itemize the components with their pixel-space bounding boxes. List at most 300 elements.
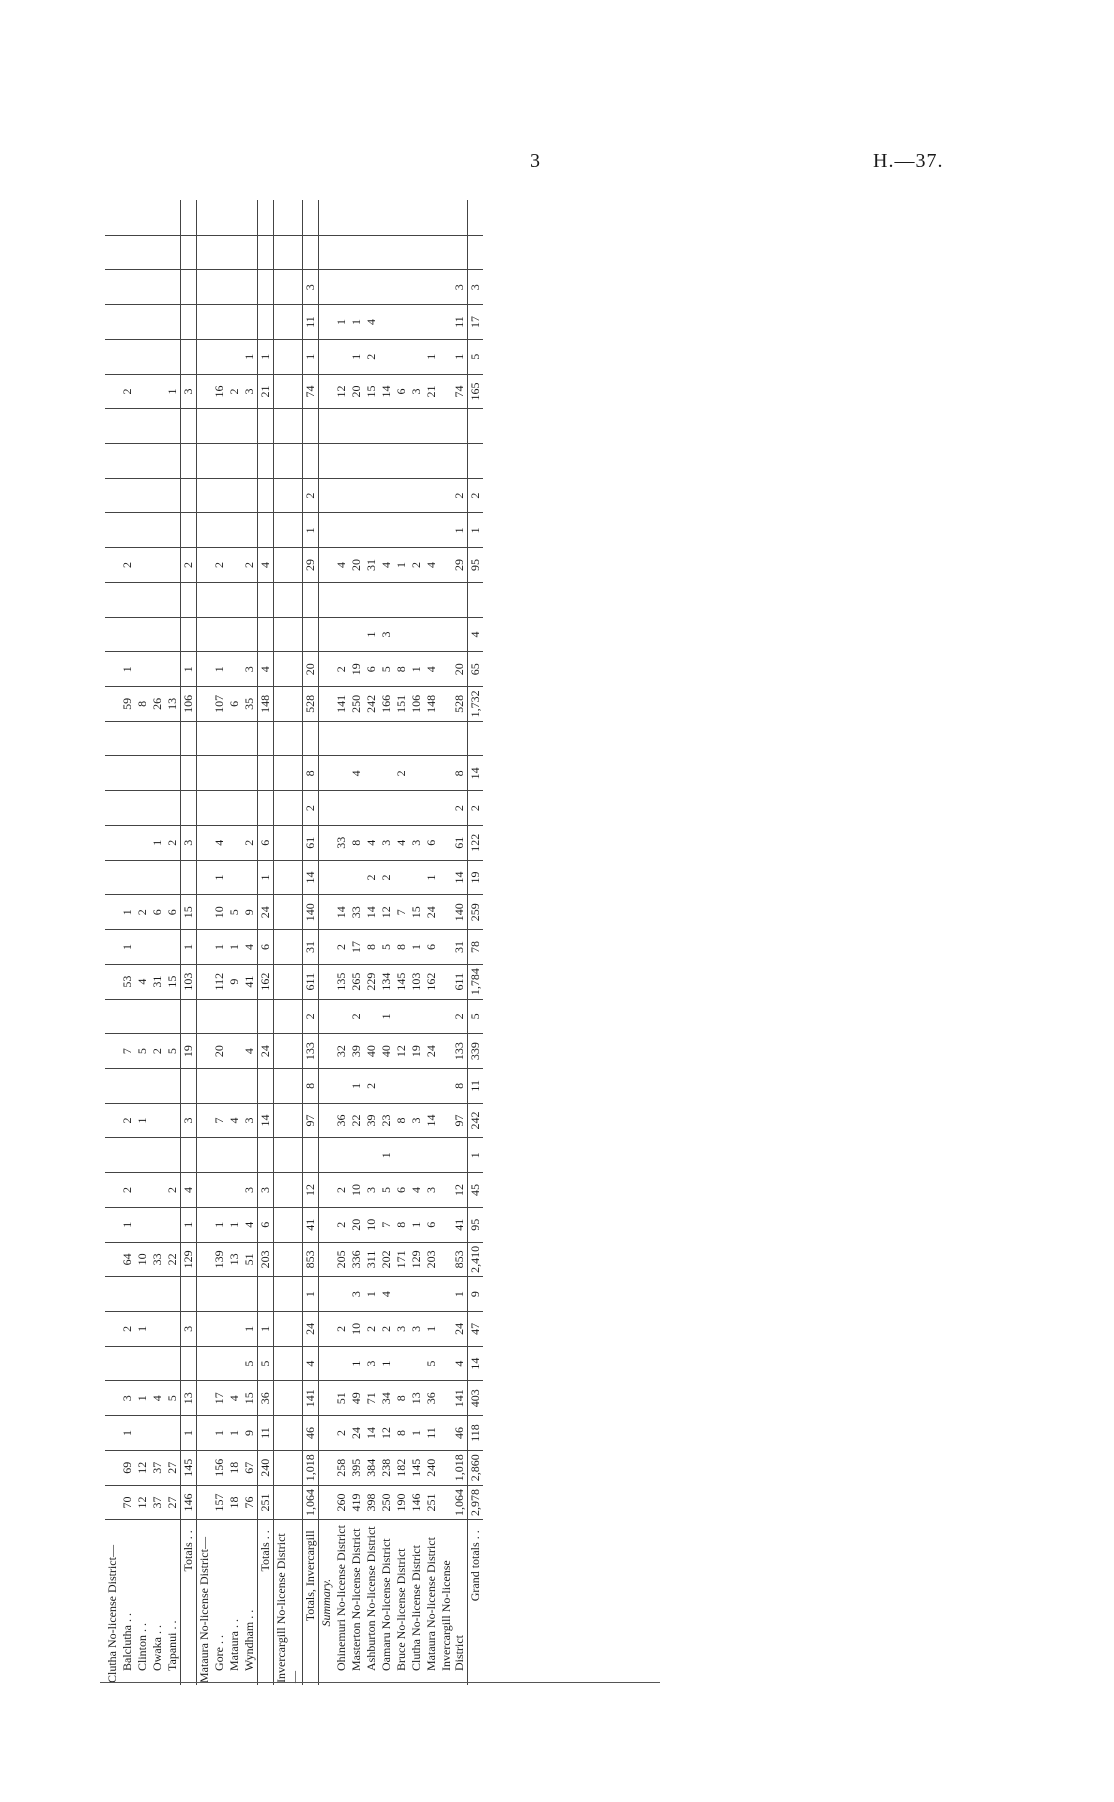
table-cell	[242, 235, 258, 270]
table-cell	[319, 1311, 335, 1346]
table-cell	[274, 999, 303, 1034]
table-cell: 1	[409, 652, 424, 687]
table-row	[439, 200, 468, 1685]
table-cell: 22	[349, 1103, 364, 1138]
table-cell: 8	[303, 1068, 319, 1103]
table-cell	[349, 409, 364, 444]
table-cell: 59	[120, 687, 135, 722]
table-cell: 106	[181, 687, 197, 722]
table-cell	[197, 1173, 213, 1208]
table-cell: 238	[379, 1450, 394, 1485]
table-cell: 3	[468, 270, 484, 305]
table-cell: 2	[303, 791, 319, 826]
table-cell	[105, 478, 120, 513]
table-cell: 156	[212, 1450, 227, 1485]
table-cell	[105, 374, 120, 409]
table-cell	[274, 235, 303, 270]
table-cell	[319, 548, 335, 583]
table-cell: 20	[349, 548, 364, 583]
table-cell: 2	[379, 1311, 394, 1346]
table-cell	[120, 1277, 135, 1312]
table-cell: 1	[439, 339, 468, 374]
table-cell: 11	[468, 1068, 484, 1103]
table-cell	[197, 1034, 213, 1069]
table-cell: 2	[303, 999, 319, 1034]
table-cell: 5	[379, 652, 394, 687]
table-cell: 24	[258, 895, 274, 930]
table-cell	[319, 1277, 335, 1312]
table-cell: 134	[379, 964, 394, 999]
table-cell	[135, 1416, 150, 1451]
table-cell	[319, 687, 335, 722]
table-cell: 240	[258, 1450, 274, 1485]
table-cell	[424, 235, 439, 270]
table-cell: 141	[303, 1381, 319, 1416]
table-cell	[212, 1068, 227, 1103]
table-cell	[227, 1346, 242, 1381]
table-cell: 2	[468, 478, 484, 513]
table-cell: 2	[334, 1311, 349, 1346]
table-cell: 51	[242, 1242, 258, 1277]
table-cell	[274, 339, 303, 374]
table-cell	[303, 409, 319, 444]
table-cell	[394, 200, 409, 235]
table-cell: 398	[364, 1485, 379, 1520]
table-cell	[409, 409, 424, 444]
table-cell	[120, 200, 135, 235]
table-cell	[197, 1381, 213, 1416]
table-cell: 15	[409, 895, 424, 930]
table-cell	[165, 652, 181, 687]
table-cell	[105, 1138, 120, 1173]
table-cell	[394, 582, 409, 617]
table-cell	[197, 444, 213, 479]
table-cell: 4	[364, 305, 379, 340]
table-cell: 12	[135, 1485, 150, 1520]
table-cell: 12	[334, 374, 349, 409]
table-cell	[197, 582, 213, 617]
table-row	[379, 200, 394, 1685]
table-cell	[197, 1311, 213, 1346]
table-cell	[105, 756, 120, 791]
table-cell	[274, 652, 303, 687]
table-cell	[409, 582, 424, 617]
table-cell	[105, 1485, 120, 1520]
table-cell	[197, 200, 213, 235]
table-cell	[197, 374, 213, 409]
table-cell	[197, 478, 213, 513]
table-cell: 41	[242, 964, 258, 999]
table-cell	[258, 756, 274, 791]
table-cell	[212, 791, 227, 826]
table-cell	[135, 235, 150, 270]
table-cell	[258, 270, 274, 305]
table-cell: 148	[258, 687, 274, 722]
table-cell: 6	[227, 687, 242, 722]
table-cell	[212, 1173, 227, 1208]
table-cell	[242, 582, 258, 617]
table-cell	[105, 305, 120, 340]
table-cell	[258, 617, 274, 652]
table-cell: 1	[394, 548, 409, 583]
table-cell	[197, 721, 213, 756]
table-cell: 12	[439, 1173, 468, 1208]
table-cell	[197, 339, 213, 374]
table-cell	[135, 478, 150, 513]
table-cell: 12	[303, 1173, 319, 1208]
table-cell: 203	[258, 1242, 274, 1277]
table-cell	[424, 756, 439, 791]
table-cell: 29	[439, 548, 468, 583]
table-cell: 47	[468, 1311, 484, 1346]
table-cell: 259	[468, 895, 484, 930]
table-cell	[319, 895, 335, 930]
table-cell: 1	[227, 930, 242, 965]
table-cell: 40	[364, 1034, 379, 1069]
table-cell: 3	[439, 270, 468, 305]
table-cell	[105, 617, 120, 652]
table-cell: 11	[303, 305, 319, 340]
table-cell	[424, 1138, 439, 1173]
table-cell: 4	[258, 652, 274, 687]
table-cell	[150, 791, 165, 826]
table-cell	[468, 409, 484, 444]
table-cell	[197, 791, 213, 826]
table-cell	[242, 721, 258, 756]
table-cell	[349, 200, 364, 235]
table-cell	[150, 1207, 165, 1242]
table-cell: 12	[135, 1450, 150, 1485]
table-cell	[212, 1346, 227, 1381]
table-cell	[274, 930, 303, 965]
table-cell: 1	[242, 339, 258, 374]
table-cell	[409, 860, 424, 895]
table-cell: 5	[379, 1173, 394, 1208]
table-cell: 229	[364, 964, 379, 999]
table-cell	[120, 721, 135, 756]
table-cell: 10	[349, 1311, 364, 1346]
table-cell	[468, 582, 484, 617]
table-cell	[181, 339, 197, 374]
table-cell: 260	[334, 1485, 349, 1520]
table-cell: 11	[439, 305, 468, 340]
table-cell	[212, 305, 227, 340]
table-cell: 1	[242, 1311, 258, 1346]
table-cell	[165, 1416, 181, 1451]
table-cell	[424, 409, 439, 444]
table-cell	[165, 721, 181, 756]
table-cell	[349, 1138, 364, 1173]
table-cell: 14	[303, 860, 319, 895]
table-cell: 29	[303, 548, 319, 583]
table-cell	[319, 756, 335, 791]
table-cell: 3	[242, 1103, 258, 1138]
table-cell	[105, 652, 120, 687]
table-cell: 151	[394, 687, 409, 722]
table-cell: 2	[439, 791, 468, 826]
table-cell	[165, 1311, 181, 1346]
table-cell: 6	[150, 895, 165, 930]
table-cell	[212, 270, 227, 305]
table-cell	[319, 721, 335, 756]
table-cell	[274, 687, 303, 722]
row-label: Oamaru No-license District	[379, 1538, 393, 1671]
table-cell: 3	[303, 270, 319, 305]
table-cell	[319, 582, 335, 617]
table-cell	[181, 270, 197, 305]
table-cell	[181, 513, 197, 548]
table-cell: 74	[439, 374, 468, 409]
table-cell	[319, 444, 335, 479]
table-cell: 9	[227, 964, 242, 999]
table-cell	[181, 721, 197, 756]
table-cell	[303, 444, 319, 479]
table-cell	[319, 1068, 335, 1103]
table-cell	[274, 548, 303, 583]
table-cell: 528	[303, 687, 319, 722]
table-cell	[105, 444, 120, 479]
table-cell	[197, 617, 213, 652]
table-cell	[424, 582, 439, 617]
table-cell	[242, 409, 258, 444]
table-cell: 45	[468, 1173, 484, 1208]
table-cell: 19	[409, 1034, 424, 1069]
table-cell	[334, 444, 349, 479]
table-cell	[105, 721, 120, 756]
table-cell	[105, 1381, 120, 1416]
table-cell: 4	[303, 1346, 319, 1381]
table-cell	[227, 478, 242, 513]
table-cell	[424, 513, 439, 548]
table-cell	[197, 270, 213, 305]
table-cell	[227, 305, 242, 340]
table-cell	[150, 1103, 165, 1138]
table-cell	[334, 200, 349, 235]
table-cell	[379, 444, 394, 479]
table-cell: 24	[303, 1311, 319, 1346]
table-cell: 1	[212, 1207, 227, 1242]
table-cell	[349, 721, 364, 756]
table-cell	[120, 409, 135, 444]
table-cell: 36	[424, 1381, 439, 1416]
table-cell	[379, 582, 394, 617]
table-cell	[135, 1346, 150, 1381]
statistics-table-container	[105, 200, 765, 1685]
table-cell: 4	[424, 548, 439, 583]
table-cell: 4	[227, 1103, 242, 1138]
table-cell	[349, 791, 364, 826]
table-cell: 129	[181, 1242, 197, 1277]
table-cell	[165, 235, 181, 270]
table-cell	[181, 409, 197, 444]
table-cell	[120, 582, 135, 617]
table-cell: 8	[439, 756, 468, 791]
table-cell: 2	[303, 478, 319, 513]
table-cell: 2	[120, 548, 135, 583]
row-label: Wyndham . .	[242, 1609, 256, 1671]
table-cell	[227, 825, 242, 860]
table-cell	[334, 721, 349, 756]
table-cell	[468, 200, 484, 235]
table-cell: 2	[242, 825, 258, 860]
table-cell: 1	[135, 1381, 150, 1416]
table-cell	[364, 235, 379, 270]
table-cell: 6	[258, 825, 274, 860]
table-cell	[150, 1311, 165, 1346]
table-cell	[120, 1346, 135, 1381]
table-cell: 2	[364, 1311, 379, 1346]
table-cell	[150, 999, 165, 1034]
table-cell: 4	[181, 1173, 197, 1208]
table-cell	[334, 1277, 349, 1312]
table-cell	[424, 444, 439, 479]
table-cell	[274, 1173, 303, 1208]
table-cell: 339	[468, 1034, 484, 1069]
table-cell	[120, 617, 135, 652]
table-cell	[242, 305, 258, 340]
table-cell: 106	[409, 687, 424, 722]
table-cell	[105, 860, 120, 895]
table-cell: 46	[439, 1416, 468, 1451]
table-cell	[105, 548, 120, 583]
table-cell	[120, 1138, 135, 1173]
table-cell	[120, 444, 135, 479]
table-cell	[424, 1277, 439, 1312]
table-row	[120, 200, 135, 1685]
table-cell	[334, 478, 349, 513]
table-cell	[258, 513, 274, 548]
table-cell: 8	[394, 930, 409, 965]
table-cell	[242, 270, 258, 305]
row-label: Ashburton No-license District	[364, 1526, 378, 1671]
table-cell	[105, 409, 120, 444]
table-section-heading	[197, 200, 213, 1685]
table-cell	[409, 1277, 424, 1312]
table-cell	[212, 1138, 227, 1173]
table-cell: 13	[227, 1242, 242, 1277]
table-cell	[319, 617, 335, 652]
table-cell	[105, 339, 120, 374]
table-cell	[135, 860, 150, 895]
table-cell	[135, 305, 150, 340]
table-cell	[409, 200, 424, 235]
table-cell: 122	[468, 825, 484, 860]
table-cell	[197, 1277, 213, 1312]
table-cell: 2	[334, 1207, 349, 1242]
table-cell	[274, 791, 303, 826]
table-cell	[150, 1346, 165, 1381]
table-cell: 7	[394, 895, 409, 930]
table-cell: 1	[181, 930, 197, 965]
table-cell: 97	[303, 1103, 319, 1138]
table-cell: 20	[212, 1034, 227, 1069]
table-cell: 1	[424, 339, 439, 374]
table-cell: 1	[120, 652, 135, 687]
table-cell	[105, 1416, 120, 1451]
table-cell: 6	[364, 652, 379, 687]
table-cell: 2	[135, 895, 150, 930]
table-cell	[379, 409, 394, 444]
table-cell: 2	[468, 791, 484, 826]
table-cell: 182	[394, 1450, 409, 1485]
table-cell	[165, 1068, 181, 1103]
table-cell	[181, 235, 197, 270]
row-label: Ohinemuri No-license District	[334, 1525, 348, 1671]
table-cell	[197, 860, 213, 895]
table-cell: 14	[364, 895, 379, 930]
table-cell	[274, 1034, 303, 1069]
table-cell: 9	[468, 1277, 484, 1312]
table-cell: 32	[334, 1034, 349, 1069]
table-cell	[242, 1068, 258, 1103]
table-cell: 2	[181, 548, 197, 583]
table-cell: 251	[424, 1485, 439, 1520]
table-cell: 20	[439, 652, 468, 687]
table-cell: 1	[165, 374, 181, 409]
table-cell	[274, 756, 303, 791]
table-cell	[135, 825, 150, 860]
table-cell: 33	[150, 1242, 165, 1277]
table-cell: 4	[242, 1207, 258, 1242]
table-cell	[227, 1138, 242, 1173]
table-cell: 1	[212, 1416, 227, 1451]
table-cell	[227, 513, 242, 548]
table-cell: 611	[439, 964, 468, 999]
row-label: Summary.	[319, 1578, 333, 1627]
table-cell: 46	[303, 1416, 319, 1451]
table-cell	[274, 513, 303, 548]
table-cell	[468, 721, 484, 756]
row-label: Invercargill No-license District	[439, 1560, 466, 1671]
table-cell	[394, 444, 409, 479]
table-cell	[135, 270, 150, 305]
table-cell	[409, 721, 424, 756]
table-cell	[394, 1277, 409, 1312]
table-cell: 24	[258, 1034, 274, 1069]
table-cell	[394, 860, 409, 895]
table-cell: 1	[424, 860, 439, 895]
table-cell: 1	[181, 1207, 197, 1242]
table-cell: 4	[242, 1034, 258, 1069]
table-cell	[364, 1138, 379, 1173]
table-cell	[258, 235, 274, 270]
table-cell	[165, 791, 181, 826]
table-cell	[242, 860, 258, 895]
table-cell	[274, 860, 303, 895]
table-cell	[379, 270, 394, 305]
table-cell	[197, 1207, 213, 1242]
table-cell	[120, 825, 135, 860]
table-cell	[258, 305, 274, 340]
table-cell	[197, 1450, 213, 1485]
table-cell: 51	[334, 1381, 349, 1416]
table-cell	[150, 1277, 165, 1312]
table-row	[135, 200, 150, 1685]
table-cell	[150, 444, 165, 479]
table-cell: 4	[150, 1381, 165, 1416]
table-cell: 9	[242, 1416, 258, 1451]
table-cell	[165, 409, 181, 444]
table-cell	[120, 791, 135, 826]
table-cell: 2	[120, 1311, 135, 1346]
table-cell	[364, 721, 379, 756]
table-cell: 1,018	[439, 1450, 468, 1485]
table-cell	[150, 617, 165, 652]
table-cell: 3	[181, 825, 197, 860]
table-cell	[165, 513, 181, 548]
table-cell: 8	[439, 1068, 468, 1103]
table-cell	[105, 1173, 120, 1208]
